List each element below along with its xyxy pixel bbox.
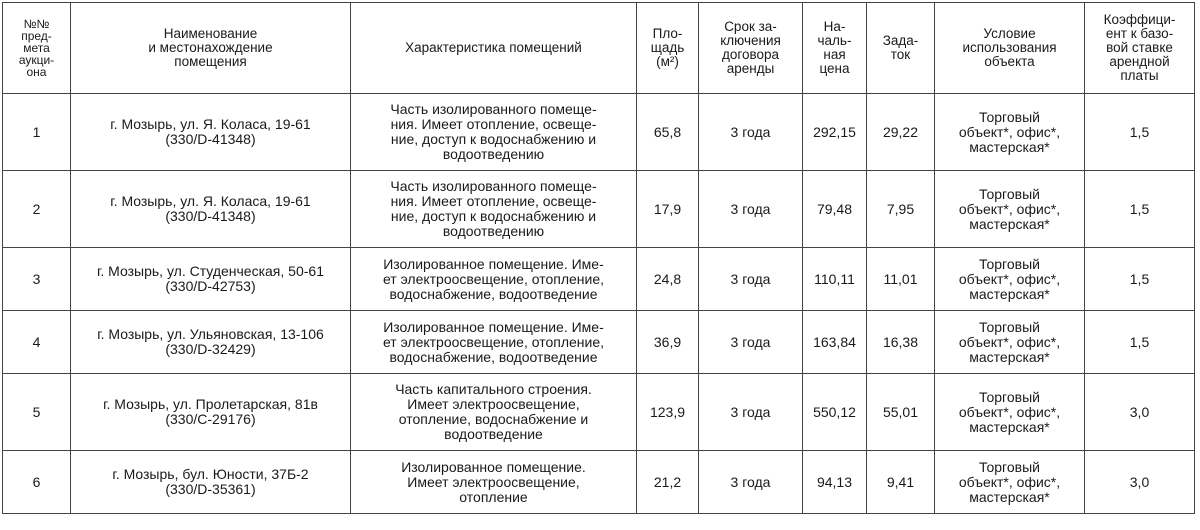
cell-deposit: 9,41 (867, 451, 935, 514)
header-start-price: На- чаль- ная цена (803, 3, 867, 94)
cell-lease-term: 3 года (699, 451, 803, 514)
cell-start-price: 94,13 (803, 451, 867, 514)
cell-description: Изолированное помещение. Име- ет электроосвещение, отопление, водоснабжение, водоотведение (351, 248, 637, 311)
table-row (3, 94, 1195, 171)
cell-name-location: г. Мозырь, ул. Пролетарская, 81в (330/C-29176) (71, 374, 351, 451)
cell-description: Часть капитального строения. Имеет электроосвещение, отопление, водоснабжение и водоотведение (351, 374, 637, 451)
cell-area: 24,8 (637, 248, 699, 311)
header-lot-number: №№ пред- мета аукци- она (3, 3, 71, 94)
cell-usage-condition: Торговый объект*, офис*, мастерская* (935, 248, 1085, 311)
table-row (3, 171, 1195, 248)
cell-lot-number: 3 (3, 248, 71, 311)
cell-start-price: 79,48 (803, 171, 867, 248)
auction-table (2, 2, 1195, 514)
cell-lease-term: 3 года (699, 311, 803, 374)
cell-lease-term: 3 года (699, 171, 803, 248)
header-name-location: Наименование и местонахождение помещения (71, 3, 351, 94)
table-row (3, 311, 1195, 374)
cell-deposit: 11,01 (867, 248, 935, 311)
cell-lot-number: 4 (3, 311, 71, 374)
cell-rate-coefficient: 1,5 (1085, 171, 1195, 248)
cell-name-location: г. Мозырь, ул. Студенческая, 50-61 (330/D-42753) (71, 248, 351, 311)
cell-area: 65,8 (637, 94, 699, 171)
header-row (3, 3, 1195, 94)
table-row (3, 374, 1195, 451)
cell-usage-condition: Торговый объект*, офис*, мастерская* (935, 94, 1085, 171)
table-row (3, 248, 1195, 311)
table-row (3, 451, 1195, 514)
cell-description: Часть изолированного помеще- ния. Имеет отопление, освеще- ние, доступ к водоснабжению и водоотведению (351, 171, 637, 248)
cell-rate-coefficient: 3,0 (1085, 374, 1195, 451)
cell-description: Изолированное помещение. Имеет электроосвещение, отопление (351, 451, 637, 514)
cell-name-location: г. Мозырь, ул. Ульяновская, 13-106 (330/D-32429) (71, 311, 351, 374)
cell-deposit: 29,22 (867, 94, 935, 171)
cell-lot-number: 6 (3, 451, 71, 514)
cell-area: 17,9 (637, 171, 699, 248)
cell-name-location: г. Мозырь, бул. Юности, 37Б-2 (330/D-35361) (71, 451, 351, 514)
cell-name-location: г. Мозырь, ул. Я. Коласа, 19-61 (330/D-41348) (71, 94, 351, 171)
header-description: Характеристика помещений (351, 3, 637, 94)
cell-lease-term: 3 года (699, 248, 803, 311)
header-lease-term: Срок за- ключения договора аренды (699, 3, 803, 94)
cell-lot-number: 2 (3, 171, 71, 248)
header-deposit: Зада- ток (867, 3, 935, 94)
cell-lease-term: 3 года (699, 374, 803, 451)
cell-usage-condition: Торговый объект*, офис*, мастерская* (935, 311, 1085, 374)
cell-deposit: 7,95 (867, 171, 935, 248)
cell-rate-coefficient: 1,5 (1085, 94, 1195, 171)
header-rate-coefficient: Коэффици- ент к базо- вой ставке арендной платы (1085, 3, 1195, 94)
cell-area: 21,2 (637, 451, 699, 514)
cell-rate-coefficient: 1,5 (1085, 311, 1195, 374)
cell-deposit: 55,01 (867, 374, 935, 451)
cell-start-price: 163,84 (803, 311, 867, 374)
cell-rate-coefficient: 3,0 (1085, 451, 1195, 514)
cell-name-location: г. Мозырь, ул. Я. Коласа, 19-61 (330/D-41348) (71, 171, 351, 248)
cell-area: 123,9 (637, 374, 699, 451)
header-area: Пло- щадь (м²) (637, 3, 699, 94)
header-usage-condition: Условие использования объекта (935, 3, 1085, 94)
cell-start-price: 550,12 (803, 374, 867, 451)
cell-lot-number: 5 (3, 374, 71, 451)
cell-area: 36,9 (637, 311, 699, 374)
cell-rate-coefficient: 1,5 (1085, 248, 1195, 311)
cell-description: Изолированное помещение. Име- ет электроосвещение, отопление, водоснабжение, водоотведение (351, 311, 637, 374)
cell-description: Часть изолированного помеще- ния. Имеет отопление, освеще- ние, доступ к водоснабжению и водоотведению (351, 94, 637, 171)
cell-lease-term: 3 года (699, 94, 803, 171)
cell-start-price: 292,15 (803, 94, 867, 171)
cell-usage-condition: Торговый объект*, офис*, мастерская* (935, 374, 1085, 451)
cell-usage-condition: Торговый объект*, офис*, мастерская* (935, 451, 1085, 514)
cell-usage-condition: Торговый объект*, офис*, мастерская* (935, 171, 1085, 248)
cell-start-price: 110,11 (803, 248, 867, 311)
cell-lot-number: 1 (3, 94, 71, 171)
cell-deposit: 16,38 (867, 311, 935, 374)
